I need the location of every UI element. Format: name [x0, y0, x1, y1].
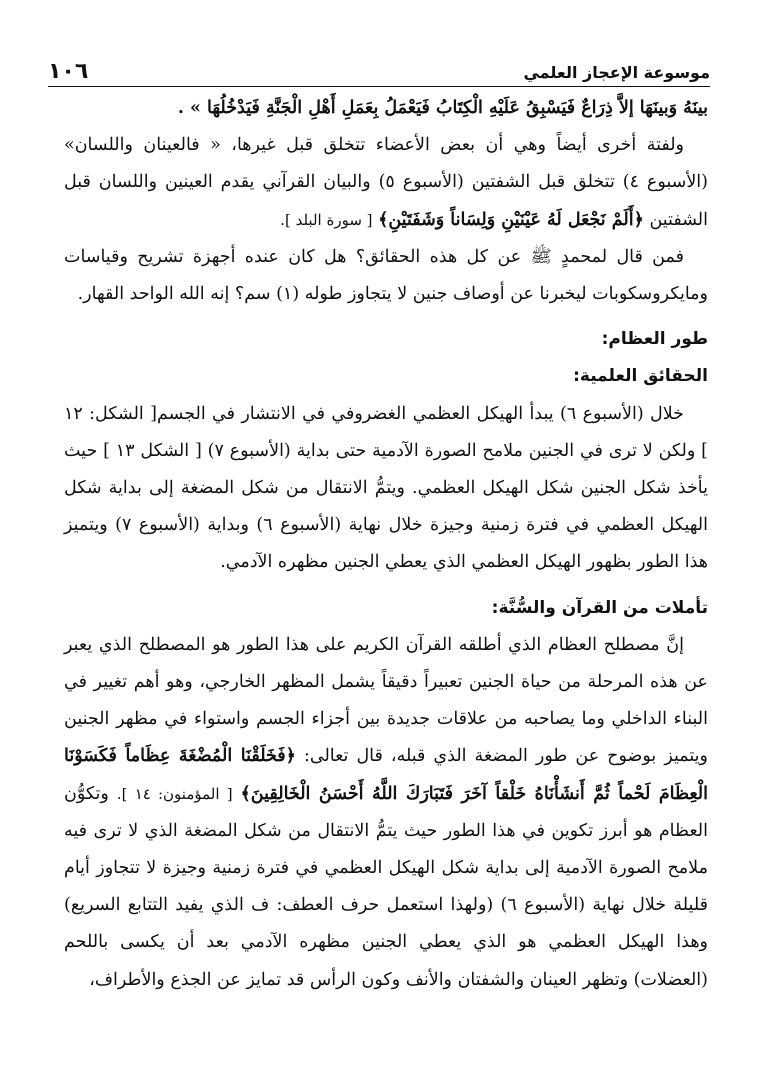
paragraph-text: إنَّ مصطلح العظام الذي أطلقه القرآن الكريم على هذا الطور هو المصطلح الذي يعبر عن هذه المرحلة من حياة الجنين تعبيراً دقيقاً يشمل المظهر الخارجي، وهو أهم تغيير في البناء الداخلي وما يصاحبه من علاقات جديدة بين أجزاء الجسم واستواء في مظهر الجنين ويتميز بوضوح عن طور المضغة الذي قبله، قال تعالى: [64, 634, 708, 767]
paragraph-tongue-lips [64, 127, 708, 239]
paragraph-scientific-facts: خلال (الأسبوع ٦) يبدأ الهيكل العظمي الغضروفي في الانتشار في الجسم[ الشكل: ١٢ ] ولكن لا ترى في الجنين ملامح الصورة الآدمية حتى بداية (الأسبوع ٧) [ الشكل ١٣ ] حيث يأخذ شكل الجنين شكل الهيكل العظمي. ويتمُّ الانتقال من شكل المضغة إلى بداية شكل الهيكل العظمي في فترة زمنية وجيزة خلال نهاية (الأسبوع ٦) وبداية (الأسبوع ٧) ويتميز هذا الطور بظهور الهيكل العظمي الذي يعطي الجنين مظهره الآدمي. [64, 403, 709, 573]
section-heading-bones-stage: طور العظام: [601, 329, 708, 350]
page-header [48, 60, 710, 87]
verse-reference: [ المؤمنون: ١٤ ]. [116, 784, 233, 803]
quran-verse: ﴿فَخَلَقْنَا الْمُضْغَةَ عِظَاماً فَكَسَوْنَا الْعِظَامَ لَحْماً ثُمَّ أَنشَأْنَاهُ خَلْقاً آخَرَ فَتَبَارَكَ اللَّهُ أَحْسَنُ الْخَالِقِينَ﴾ [64, 746, 708, 804]
subheading-reflections: تأملات من القرآن والسُّنَّة: [491, 597, 708, 618]
page-body [64, 90, 708, 999]
verse-reference: [ سورة البلد ]. [280, 210, 373, 229]
page-number: ١٠٦ [48, 59, 89, 84]
paragraph-reflections [64, 627, 708, 999]
running-title: موسوعة الإعجاز العلمي [523, 63, 710, 82]
hadith-continuation: بينَهُ وَبينَهَا إلاَّ ذِرَاعٌ فَيَسْبِقُ عَلَيْهِ الْكِتَابُ فَيَعْمَلُ بِعَمَلِ أَهْلِ الْجَنَّةِ فَيَدْخُلُهَا » . [177, 98, 708, 118]
quran-verse: ﴿أَلَمْ نَجْعَل لَهُ عَيْنَيْنِ وَلِسَاناً وَشَفَتَيْنِ﴾ [378, 209, 644, 230]
paragraph-text-continued: وتكوُّن العظام هو أبرز تكوين في هذا الطور حيث يتمُّ الانتقال من شكل المضغة الذي لا ترى فيه ملامح الصورة الآدمية إلى بداية شكل الهيكل العظمي في فترة زمنية وجيزة لا تتجاوز أيام قليلة خلال نهاية (الأسبوع ٦) (ولهذا استعمل حرف العطف: ف الذي يفيد التتابع السريع) وهذا الهيكل العظمي هو الذي يعطي الجنين مظهره الآدمي بعد أن يكسى باللحم (العضلات) وتظهر العينان والشفتان والأنف وكون الرأس قد تمايز عن الجذع والأطراف، [64, 783, 708, 990]
subheading-scientific-facts: الحقائق العلمية: [573, 366, 708, 387]
paragraph-who-told: فمن قال لمحمدٍ ﷺ عن كل هذه الحقائق؟ هل كان عنده أجهزة تشريح وقياسات ومايكروسكوبات ليخبرنا عن أوصاف جنين لا يتجاوز طوله (١) سم؟ إنه الله الواحد القهار. [64, 246, 708, 305]
paragraph-text: ولفتة أخرى أيضاً وهي أن بعض الأعضاء تتخلق قبل غيرها، « فالعينان واللسان» (الأسبوع ٤) تتخلق قبل الشفتين (الأسبوع ٥) والبيان القرآني يقدم العينين واللسان قبل الشفتين [64, 135, 708, 230]
